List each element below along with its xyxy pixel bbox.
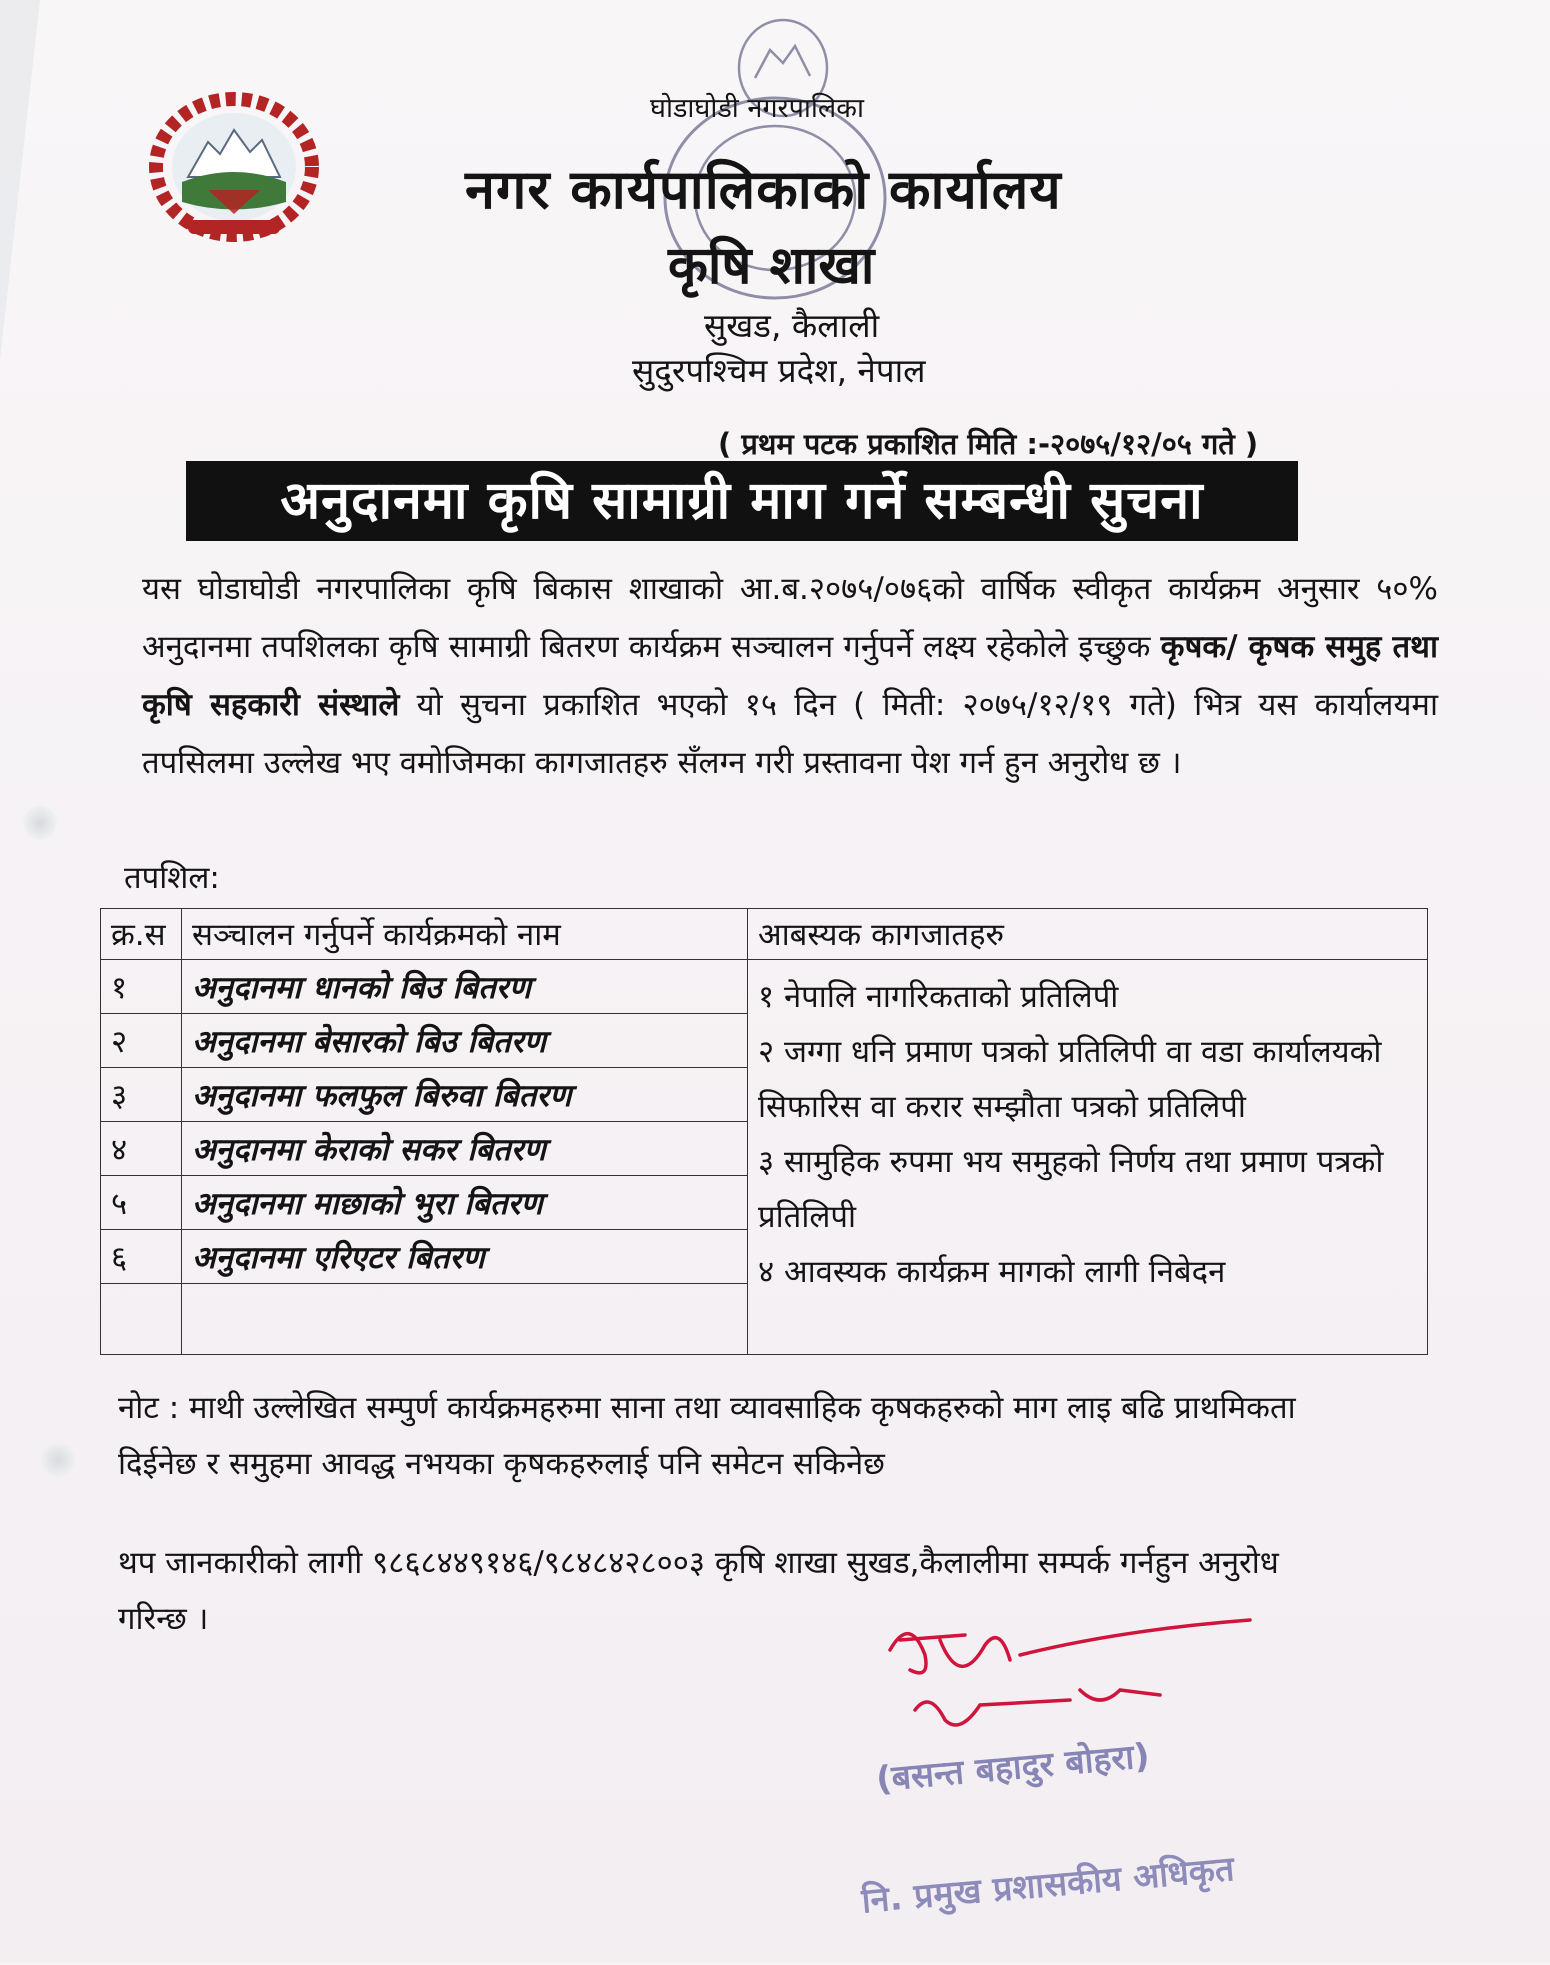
officer-stamp: [850, 1665, 1270, 1965]
office-location: सुखड, कैलाली: [704, 306, 880, 345]
table-header-row: [101, 909, 1428, 960]
row-program-name: अनुदानमा बेसारको बिउ बितरण: [182, 1014, 748, 1068]
program-table: [100, 908, 1428, 1355]
header-documents: आबस्यक कागजातहरु: [748, 909, 1428, 960]
municipality-name: घोडाघोडी नगरपालिका: [650, 93, 864, 124]
document-item: ३ सामुहिक रुपमा भय समुहको निर्णय तथा प्रमाण पत्रको प्रतिलिपी: [758, 1144, 1384, 1235]
table-row: [101, 960, 1428, 1014]
row-serial: ४: [101, 1122, 182, 1176]
row-serial: ३: [101, 1068, 182, 1122]
document-item: ४ आवस्यक कार्यक्रम मागको लागी निबेदन: [758, 1254, 1226, 1290]
row-program-name: अनुदानमा धानको बिउ बितरण: [182, 960, 748, 1014]
header-program-name: सञ्चालन गर्नुपर्ने कार्यक्रमको नाम: [182, 909, 748, 960]
empty-cell: [182, 1284, 748, 1355]
notice-body-part1: यस घोडाघोडी नगरपालिका कृषि बिकास शाखाको आ.ब.२०७५/०७६को वार्षिक स्वीकृत कार्यक्रम अनुसार ५०% अनुदानमा तपशिलका कृषि सामाग्री बितरण कार्यक्रम सञ्चालन गर्नुपर्ने लक्ष्य रहेकोले इच्छुक: [142, 571, 1438, 665]
note-paragraph: नोट : माथी उल्लेखित सम्पुर्ण कार्यक्रमहरुमा साना तथा व्यावसाहिक कृषकहरुको माग लाइ बढि प्राथमिकता दिईनेछ र समुहमा आवद्ध नभयका कृषकहरुलाई पनि समेटन सकिनेछ: [118, 1390, 1296, 1482]
header-serial: क्र.स: [101, 909, 182, 960]
nepal-emblem-icon: [148, 92, 320, 242]
row-program-name: अनुदानमा फलफुल बिरुवा बितरण: [182, 1068, 748, 1122]
punch-hole: [40, 1442, 76, 1478]
empty-cell: [101, 1284, 182, 1355]
branch-title: कृषि शाखा: [668, 236, 875, 296]
list-label: तपशिल:: [124, 860, 220, 896]
row-program-name: अनुदानमा केराको सकर बितरण: [182, 1122, 748, 1176]
publication-date: ( प्रथम पटक प्रकाशित मिति :-२०७५/१२/०५ गते ): [718, 427, 1259, 461]
punch-hole: [22, 805, 58, 841]
row-serial: ६: [101, 1230, 182, 1284]
row-program-name: अनुदानमा माछाको भुरा बितरण: [182, 1176, 748, 1230]
province-line: सुदुरपश्चिम प्रदेश, नेपाल: [632, 351, 926, 390]
notice-title-banner: अनुदानमा कृषि सामाग्री माग गर्ने सम्बन्धी सुचना: [186, 461, 1298, 541]
paper-fold-shadow: [0, 0, 40, 360]
signatory-name: (बसन्त बहादुर बोहरा): [874, 1736, 1152, 1800]
row-serial: ५: [101, 1176, 182, 1230]
row-serial: २: [101, 1014, 182, 1068]
contact-paragraph: थप जानकारीको लागी ९८६८४४९१४६/९८४८४२८००३ कृषि शाखा सुखड,कैलालीमा सम्पर्क गर्नहुन अनुरोध गरिन्छ ।: [118, 1545, 1279, 1637]
row-serial: १: [101, 960, 182, 1014]
document-item: २ जग्गा धनि प्रमाण पत्रको प्रतिलिपी वा वडा कार्यालयको सिफारिस वा करार सम्झौता पत्रको प्रतिलिपी: [758, 1034, 1382, 1125]
signatory-designation: नि. प्रमुख प्रशासकीय अधिकृत: [860, 1849, 1236, 1922]
notice-body-part2: यो सुचना प्रकाशित भएको १५ दिन ( मिती: २०७५/१२/१९ गते) भित्र यस कार्यालयमा तपसिलमा उल्लेख भए वमोजिमका कागजातहरु सँलग्न गरी प्रस्तावना पेश गर्न हुन अनुरोध छ ।: [142, 687, 1438, 781]
office-title: नगर कार्यपालिकाको कार्यालय: [465, 158, 1062, 221]
notice-body: [142, 560, 1438, 792]
notice-body-bold: कृषक/ कृषक समुह तथा कृषि सहकारी संस्थाले: [142, 629, 1438, 723]
row-program-name: अनुदानमा एरिएटर बितरण: [182, 1230, 748, 1284]
document-item: १ नेपालि नागरिकताको प्रतिलिपी: [758, 979, 1119, 1015]
required-documents: [748, 960, 1428, 1355]
